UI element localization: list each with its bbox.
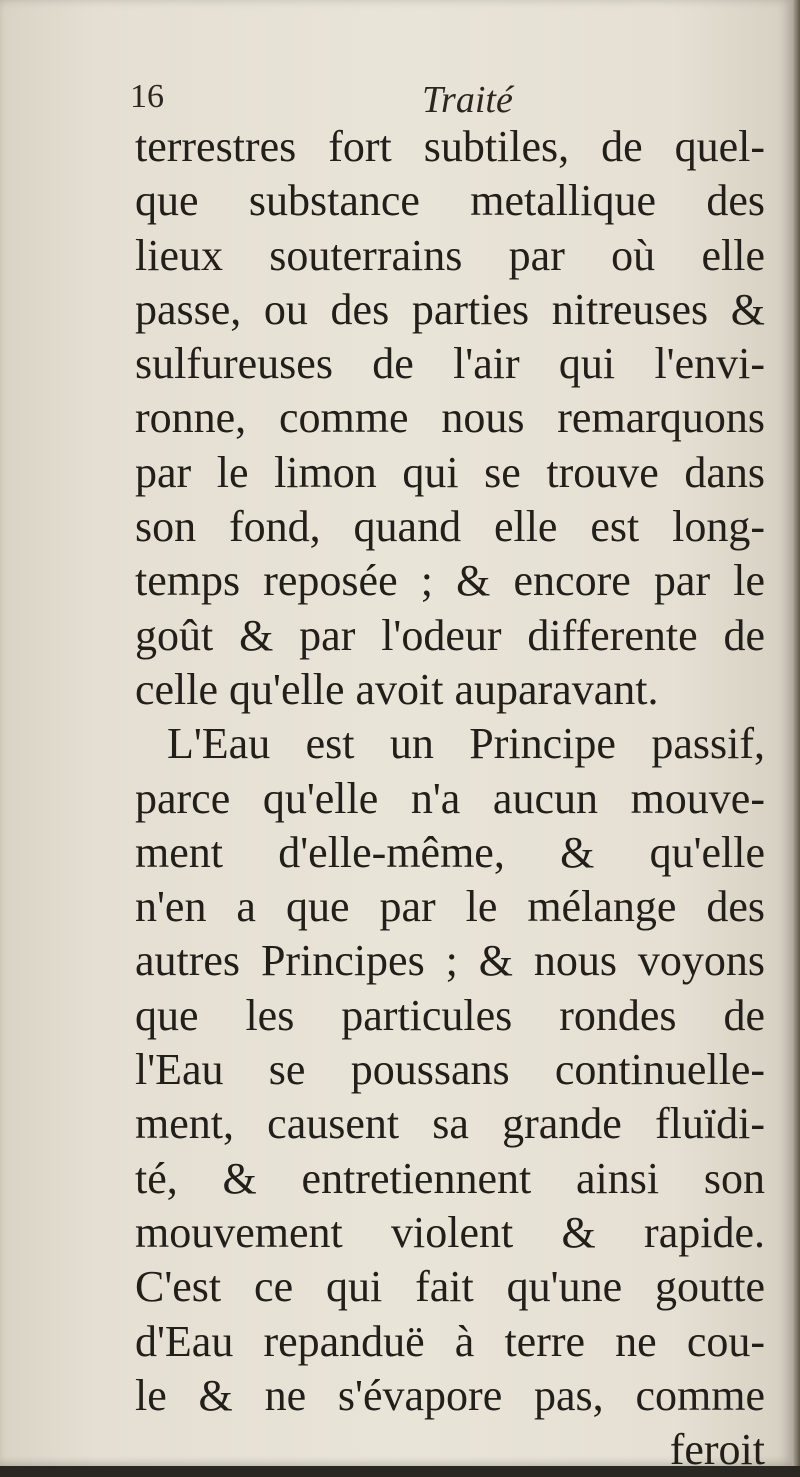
text-line: ronne, comme nous remarquons: [135, 393, 765, 443]
text-line: celle qu'elle avoit auparavant.: [135, 664, 659, 714]
book-spine-edge: [792, 0, 800, 1466]
text-line: ment d'elle-même, & qu'elle: [135, 827, 765, 877]
text-line: goût & par l'odeur differente de: [135, 610, 765, 660]
text-line: le & ne s'évapore pas, comme: [135, 1370, 765, 1420]
text-line: té, & entretiennent ainsi son: [135, 1153, 765, 1203]
page-number: 16: [130, 78, 164, 115]
text-line: parce qu'elle n'a aucun mouve-: [135, 773, 765, 823]
text-line: son fond, quand elle est long-: [135, 502, 765, 552]
text-line: lieux souterrains par où elle: [135, 230, 765, 280]
text-line: que substance metallique des: [135, 176, 765, 226]
text-line: C'est ce qui fait qu'une goutte: [135, 1262, 765, 1312]
running-title: Traité: [422, 79, 513, 121]
text-line: que les particules rondes de: [135, 990, 765, 1040]
body-text: [135, 120, 765, 1477]
text-line: autres Principes ; & nous voyons: [135, 936, 765, 986]
text-line: l'Eau se poussans continuelle-: [135, 1045, 765, 1095]
catchword: feroit: [669, 1425, 765, 1475]
text-line: L'Eau est un Principe passif,: [167, 719, 765, 769]
text-line: d'Eau repanduë à terre ne cou-: [135, 1316, 765, 1366]
text-line: par le limon qui se trouve dans: [135, 447, 765, 497]
text-line: temps reposée ; & encore par le: [135, 556, 765, 606]
text-line: passe, ou des parties nitreuses &: [135, 284, 765, 334]
text-line: mouvement violent & rapide.: [135, 1207, 765, 1257]
text-line: sulfureuses de l'air qui l'envi-: [135, 339, 765, 389]
text-line: n'en a que par le mélange des: [135, 882, 765, 932]
text-line: terrestres fort subtiles, de quel-: [135, 122, 765, 171]
text-line: ment, causent sa grande fluïdi-: [135, 1099, 765, 1149]
